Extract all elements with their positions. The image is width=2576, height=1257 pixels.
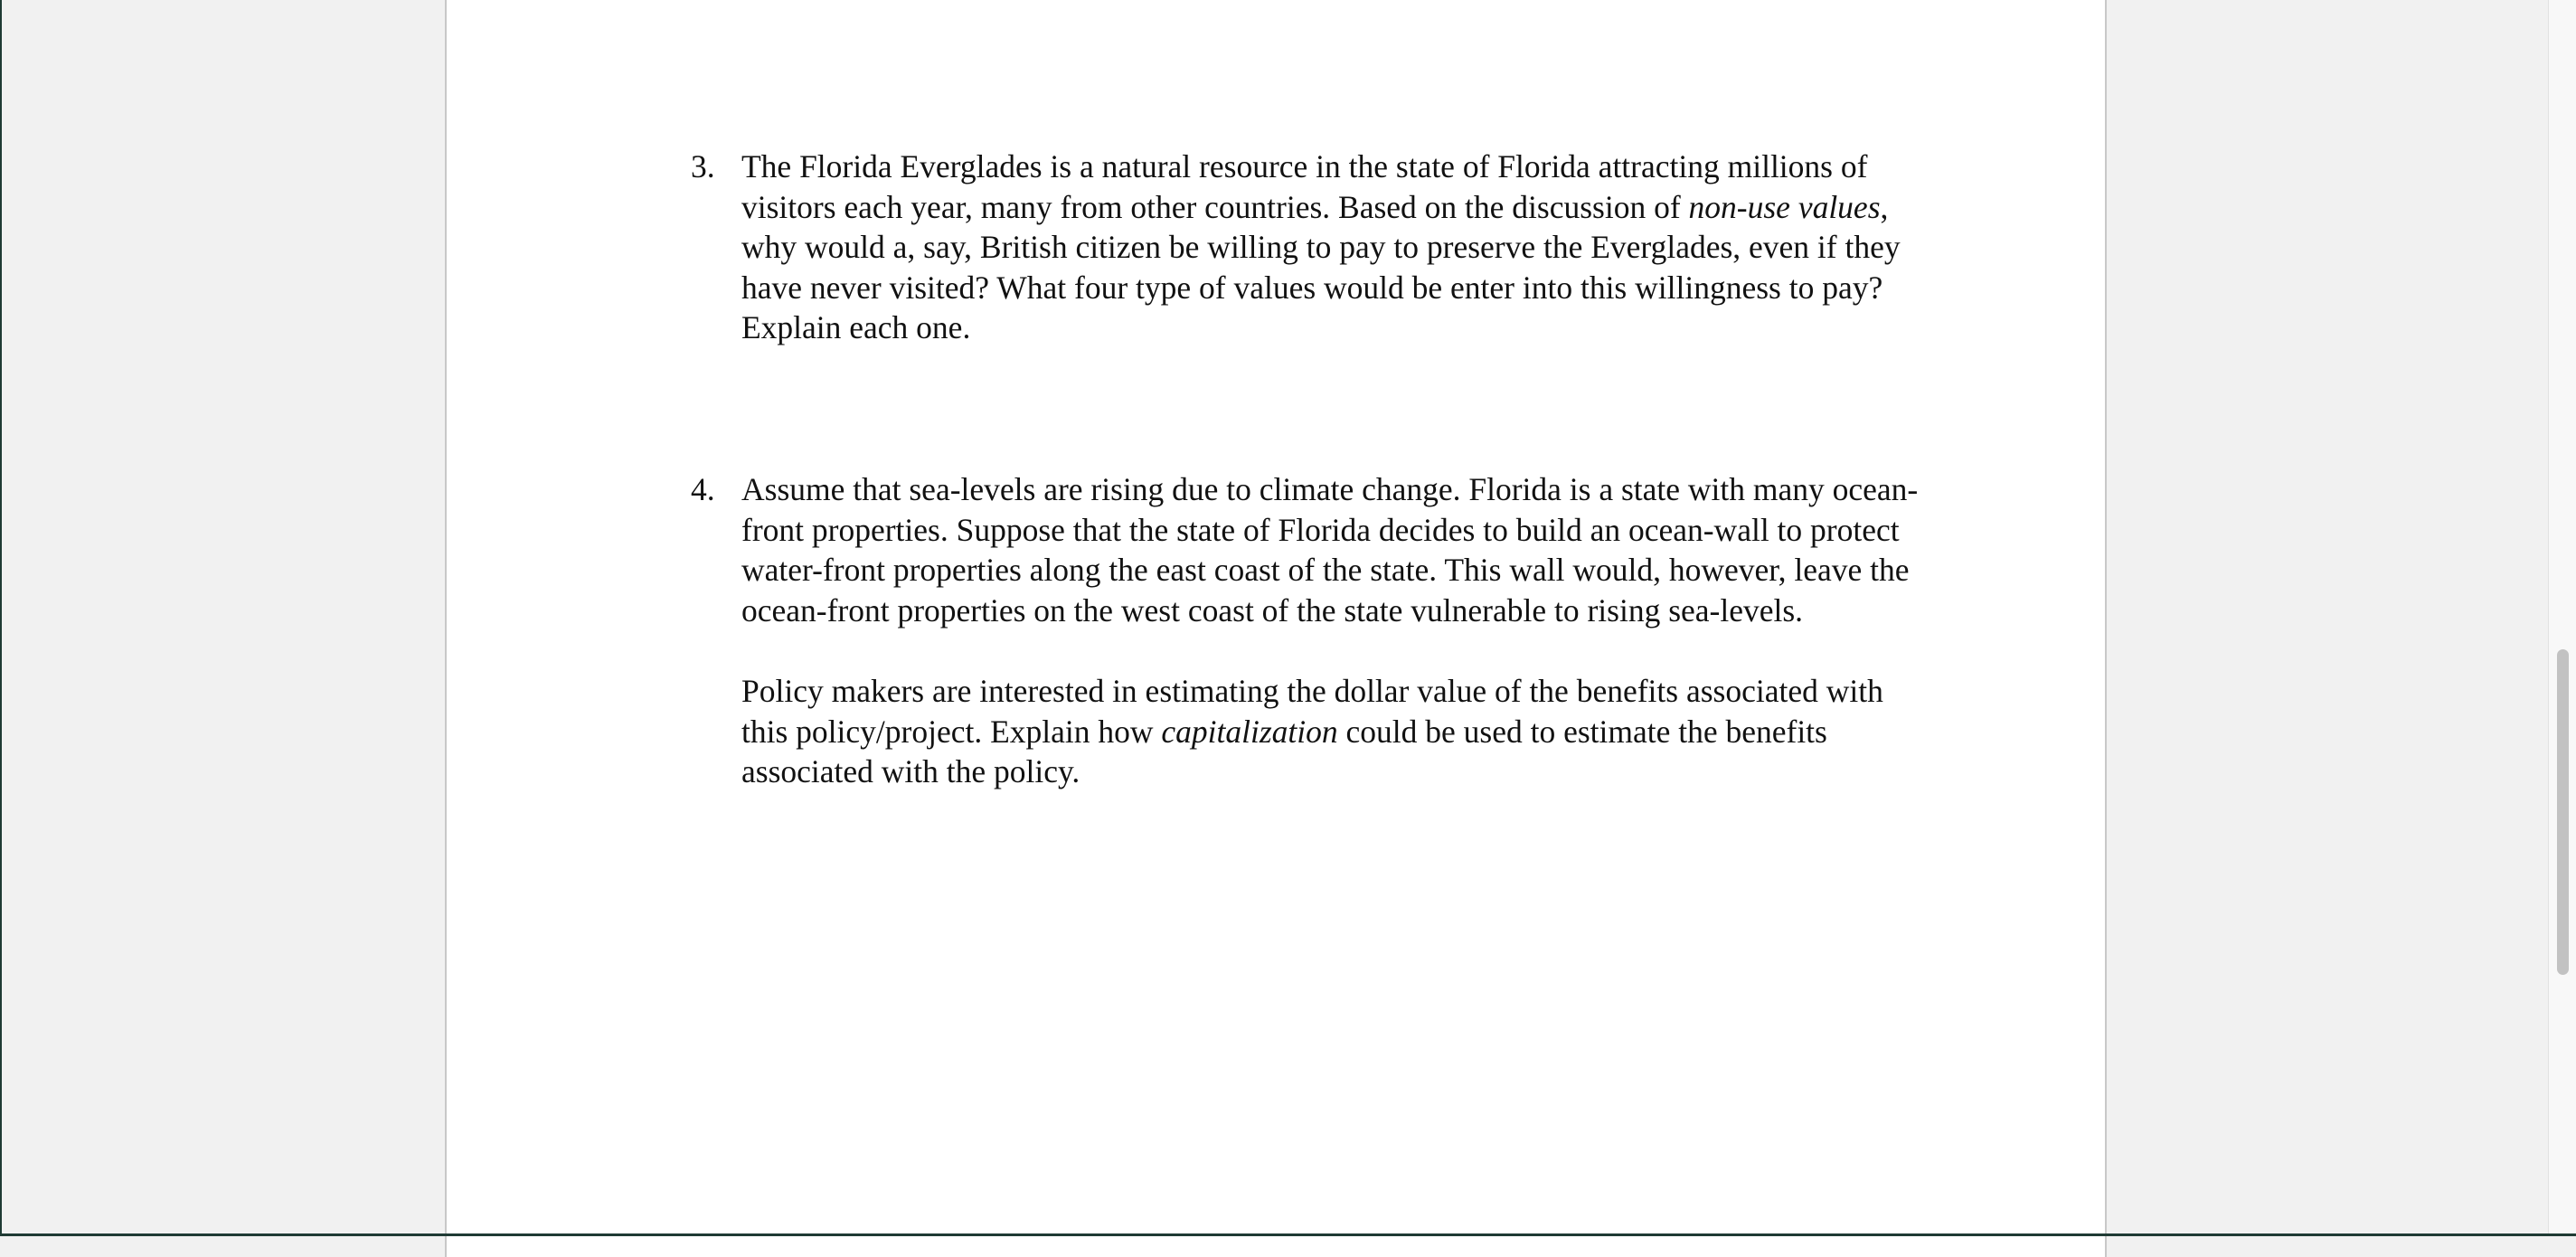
question-paragraph: [741, 146, 1926, 348]
vertical-scrollbar[interactable]: [2548, 0, 2576, 1236]
question-paragraph: Assume that sea-levels are rising due to climate change. Florida is a state with many ocean-front properties. Suppose that the state of Florida decides to build an ocean-wall to protect water-front properties along the east coast of the state. This wall would, however, leave the ocean-front properties on the west coast of the state vulnerable to rising sea-levels.: [741, 471, 1919, 628]
question-paragraph: [741, 671, 1926, 792]
emphasized-term: non-use values: [1688, 188, 1881, 225]
document-page[interactable]: [445, 0, 2107, 1257]
question-text: The Florida Everglades is a natural resource in the state of Florida attracting millions of visitors each year, many from other countries. Based on the discussion of: [741, 148, 1868, 225]
question-body: [741, 146, 1926, 348]
scrollbar-thumb[interactable]: [2557, 649, 2569, 975]
question-number: 3.: [691, 148, 715, 184]
emphasized-term: capitalization: [1161, 713, 1338, 750]
question-text: could be used to estimate the benefits associated with the policy.: [741, 713, 1827, 790]
question-text: , why would a, say, British citizen be willing to pay to preserve the Everglades, even if they have never visited? What four type of values would be enter into this willingness to pay? Explain each one.: [741, 188, 1901, 346]
question-number: 4.: [691, 471, 715, 507]
question-text: Policy makers are interested in estimating the dollar value of the benefits associated with this policy/project. Explain how: [741, 672, 1883, 750]
question-body: [741, 469, 1926, 792]
window-left-edge: [0, 0, 2, 1236]
